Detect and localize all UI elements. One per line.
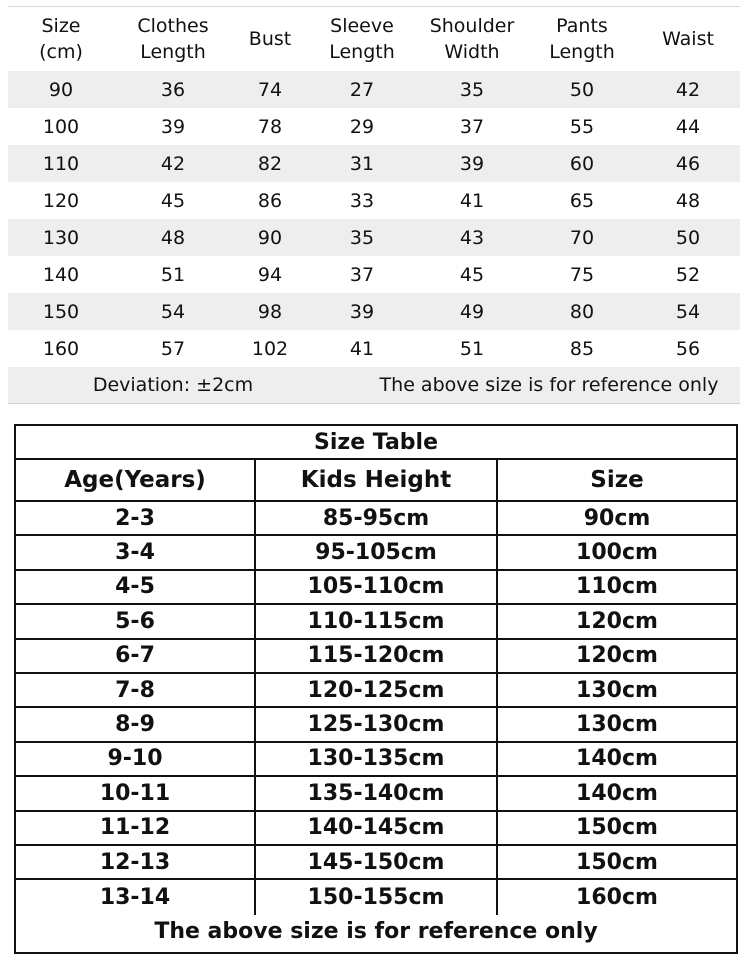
measurement-cell: 130 (42, 226, 80, 249)
measurement-row (8, 293, 740, 330)
age-cell: 6-7 (16, 640, 256, 672)
measurement-cell: 98 (257, 300, 283, 323)
header-sleeve-length: Sleeve Length (329, 15, 395, 63)
measurement-row (8, 330, 740, 367)
measurement-cell: 56 (675, 337, 701, 360)
measurement-cell: 27 (349, 78, 375, 101)
height-cell: 150-155cm (256, 880, 498, 914)
size-table-row (16, 640, 736, 674)
size-cell: 90cm (583, 505, 651, 531)
measurement-cell: 41 (349, 337, 375, 360)
size-table-footnote: The above size is for reference only (154, 919, 598, 945)
age-cell: 13-14 (16, 880, 256, 914)
measurement-row (8, 219, 740, 256)
size-table-row (16, 777, 736, 811)
measurement-header-row (8, 6, 740, 71)
measurement-cell: 54 (675, 300, 701, 323)
height-cell: 95-105cm (256, 536, 498, 568)
size-table-row (16, 708, 736, 742)
measurement-row (8, 256, 740, 293)
measurement-cell: 37 (349, 263, 375, 286)
size-cell: 140cm (576, 780, 658, 806)
header-size: Size (590, 467, 644, 493)
measurement-cell: 102 (251, 337, 289, 360)
size-cell: 140cm (576, 746, 658, 772)
measurement-cell: 36 (160, 78, 186, 101)
age-cell: 3-4 (16, 536, 256, 568)
measurement-cell: 70 (569, 226, 595, 249)
header-bust: Bust (248, 28, 292, 50)
measurement-cell: 46 (675, 152, 701, 175)
height-cell: 125-130cm (256, 708, 498, 740)
age-cell: 11-12 (16, 812, 256, 844)
header-age: Age(Years) (16, 460, 256, 500)
height-cell: 115-120cm (256, 640, 498, 672)
measurement-cell: 45 (459, 263, 485, 286)
size-cell: 100cm (576, 540, 658, 566)
size-table-row (16, 502, 736, 536)
measurement-cell: 51 (160, 263, 186, 286)
measurement-cell: 120 (42, 189, 80, 212)
size-cell: 130cm (576, 677, 658, 703)
measurement-table (8, 6, 740, 404)
size-cell: 130cm (576, 712, 658, 738)
measurement-cell: 140 (42, 263, 80, 286)
measurement-body (8, 71, 740, 367)
age-cell: 2-3 (16, 502, 256, 534)
measurement-cell: 52 (675, 263, 701, 286)
measurement-cell: 85 (569, 337, 595, 360)
measurement-cell: 29 (349, 115, 375, 138)
age-cell: 12-13 (16, 846, 256, 878)
measurement-cell: 82 (257, 152, 283, 175)
measurement-cell: 39 (349, 300, 375, 323)
measurement-cell: 44 (675, 115, 701, 138)
size-table-row (16, 812, 736, 846)
measurement-cell: 37 (459, 115, 485, 138)
height-cell: 130-135cm (256, 743, 498, 775)
measurement-cell: 65 (569, 189, 595, 212)
measurement-cell: 33 (349, 189, 375, 212)
age-cell: 10-11 (16, 777, 256, 809)
size-table-row (16, 743, 736, 777)
measurement-cell: 74 (257, 78, 283, 101)
reference-note: The above size is for reference only (379, 374, 719, 396)
size-table-row (16, 880, 736, 914)
measurement-cell: 57 (160, 337, 186, 360)
measurement-cell: 78 (257, 115, 283, 138)
measurement-row (8, 182, 740, 219)
measurement-row (8, 108, 740, 145)
measurement-cell: 42 (675, 78, 701, 101)
size-cell: 150cm (576, 815, 658, 841)
measurement-cell: 43 (459, 226, 485, 249)
measurement-cell: 39 (459, 152, 485, 175)
height-cell: 105-110cm (256, 571, 498, 603)
measurement-cell: 54 (160, 300, 186, 323)
measurement-cell: 39 (160, 115, 186, 138)
height-cell: 145-150cm (256, 846, 498, 878)
size-table-header-row (16, 460, 736, 502)
measurement-cell: 45 (160, 189, 186, 212)
measurement-cell: 31 (349, 152, 375, 175)
size-cell: 150cm (576, 849, 658, 875)
size-table-row (16, 846, 736, 880)
measurement-cell: 110 (42, 152, 80, 175)
measurement-cell: 51 (459, 337, 485, 360)
measurement-cell: 48 (160, 226, 186, 249)
measurement-cell: 35 (459, 78, 485, 101)
measurement-cell: 90 (257, 226, 283, 249)
measurement-cell: 50 (675, 226, 701, 249)
age-cell: 7-8 (16, 674, 256, 706)
size-table-row (16, 605, 736, 639)
size-cell: 160cm (576, 884, 658, 910)
measurement-cell: 86 (257, 189, 283, 212)
height-cell: 120-125cm (256, 674, 498, 706)
measurement-cell: 150 (42, 300, 80, 323)
measurement-cell: 55 (569, 115, 595, 138)
age-cell: 9-10 (16, 743, 256, 775)
measurement-cell: 60 (569, 152, 595, 175)
age-cell: 4-5 (16, 571, 256, 603)
size-cell: 120cm (576, 608, 658, 634)
measurement-cell: 80 (569, 300, 595, 323)
header-waist: Waist (662, 28, 714, 50)
header-kids-height: Kids Height (256, 460, 498, 500)
height-cell: 85-95cm (256, 502, 498, 534)
measurement-cell: 100 (42, 115, 80, 138)
header-clothes-length: Clothes Length (137, 15, 209, 63)
age-cell: 8-9 (16, 708, 256, 740)
measurement-footer (8, 367, 740, 404)
measurement-cell: 48 (675, 189, 701, 212)
measurement-cell: 94 (257, 263, 283, 286)
age-cell: 5-6 (16, 605, 256, 637)
measurement-row (8, 71, 740, 108)
measurement-row (8, 145, 740, 182)
measurement-cell: 90 (48, 78, 74, 101)
size-table (14, 424, 738, 954)
measurement-cell: 42 (160, 152, 186, 175)
size-table-title: Size Table (16, 426, 736, 460)
size-table-row (16, 536, 736, 570)
deviation-note: Deviation: ±2cm (92, 374, 254, 396)
measurement-cell: 49 (459, 300, 485, 323)
height-cell: 140-145cm (256, 812, 498, 844)
height-cell: 135-140cm (256, 777, 498, 809)
measurement-cell: 50 (569, 78, 595, 101)
size-table-row (16, 571, 736, 605)
size-cell: 120cm (576, 643, 658, 669)
header-size: Size (cm) (39, 15, 83, 63)
size-table-row (16, 674, 736, 708)
measurement-cell: 160 (42, 337, 80, 360)
measurement-cell: 41 (459, 189, 485, 212)
header-shoulder-width: Shoulder Width (429, 15, 515, 63)
measurement-cell: 75 (569, 263, 595, 286)
measurement-cell: 35 (349, 226, 375, 249)
size-cell: 110cm (576, 574, 658, 600)
header-pants-length: Pants Length (549, 15, 615, 63)
height-cell: 110-115cm (256, 605, 498, 637)
